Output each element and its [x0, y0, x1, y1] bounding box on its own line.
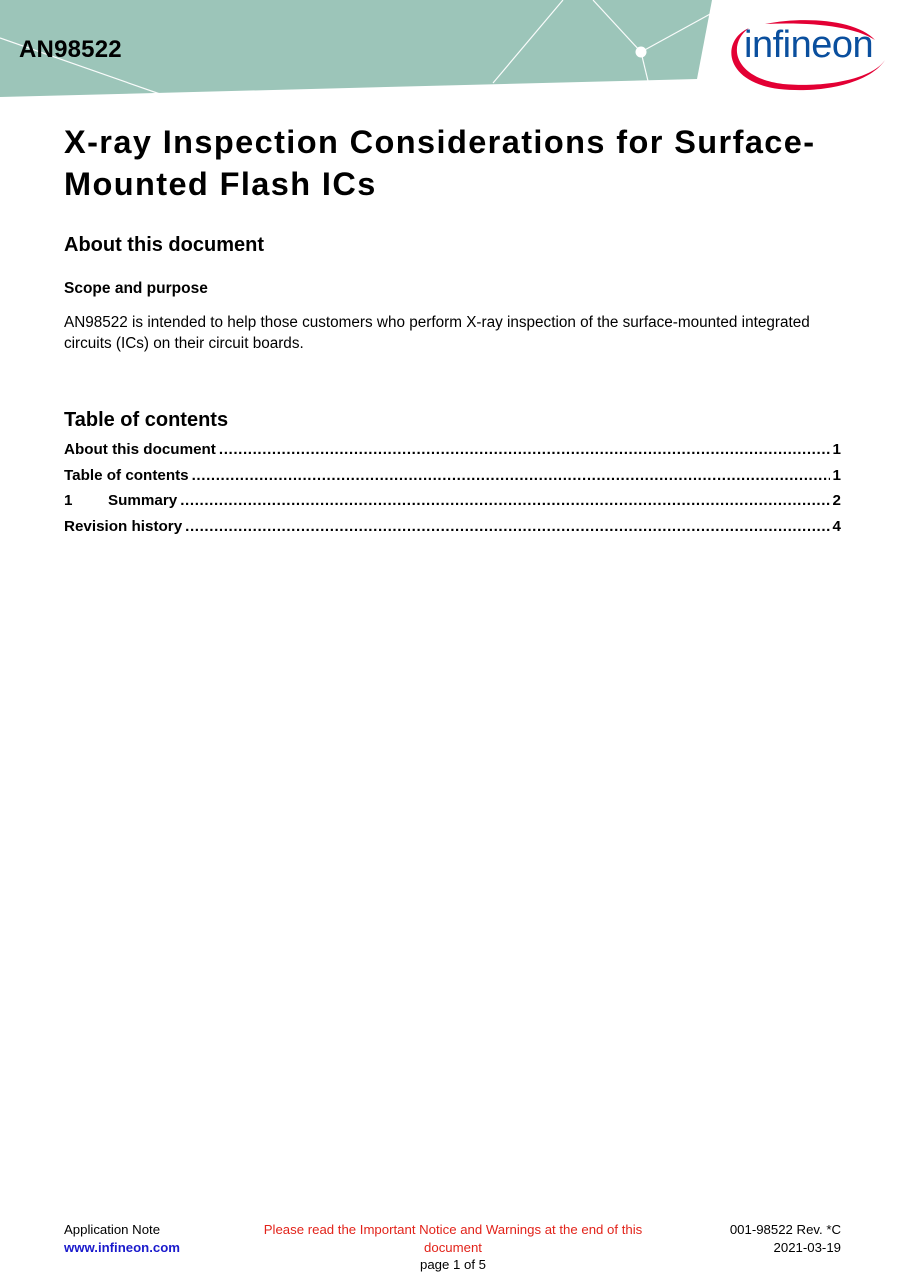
- toc-entry-label: Summary: [108, 492, 178, 509]
- document-number: AN98522: [19, 36, 122, 63]
- toc-entry-summary[interactable]: [64, 492, 841, 518]
- footer-page-number: page 1 of 5: [420, 1257, 486, 1272]
- footer-left: [64, 1221, 180, 1256]
- table-of-contents: [64, 441, 841, 543]
- footer-doc-type: Application Note: [64, 1222, 161, 1237]
- footer-website-link[interactable]: www.infineon.com: [64, 1239, 181, 1255]
- about-heading: About this document: [64, 234, 264, 256]
- toc-leader-dots: [192, 467, 830, 484]
- footer-center: [233, 1221, 673, 1274]
- footer-right: [730, 1221, 841, 1256]
- toc-leader-dots: [219, 441, 830, 458]
- toc-entry-about[interactable]: [64, 441, 841, 467]
- toc-entry-page: 4: [832, 517, 841, 535]
- toc-entry-page: 1: [832, 466, 841, 484]
- scope-text: AN98522 is intended to help those customers who perform X-ray inspection of the surface-mounted integrated circuits (ICs) on their circuit boards.: [64, 314, 810, 352]
- toc-entry-label: Revision history: [64, 517, 183, 535]
- toc-entry-label: About this document: [64, 441, 216, 458]
- toc-entry-revision-history[interactable]: [64, 518, 841, 544]
- infineon-logo-text: infineon: [744, 24, 874, 66]
- toc-entry-page: 1: [832, 441, 841, 458]
- toc-entry-page: 2: [832, 492, 841, 509]
- document-title: X-ray Inspection Considerations for Surface-Mounted Flash ICs: [64, 124, 816, 202]
- scope-heading: Scope and purpose: [64, 280, 208, 297]
- toc-leader-dots: [185, 518, 829, 535]
- toc-leader-dots: [180, 492, 829, 509]
- footer-revision: 001-98522 Rev. *C: [729, 1222, 841, 1237]
- footer-notice: Please read the Important Notice and Warnings at the end of this document: [263, 1222, 643, 1255]
- toc-entry-number: 1: [64, 492, 73, 509]
- toc-entry-label: Table of contents: [64, 466, 189, 484]
- toc-entry-contents[interactable]: [64, 467, 841, 493]
- footer-date: 2021-03-19: [773, 1239, 841, 1255]
- toc-heading: Table of contents: [64, 409, 229, 431]
